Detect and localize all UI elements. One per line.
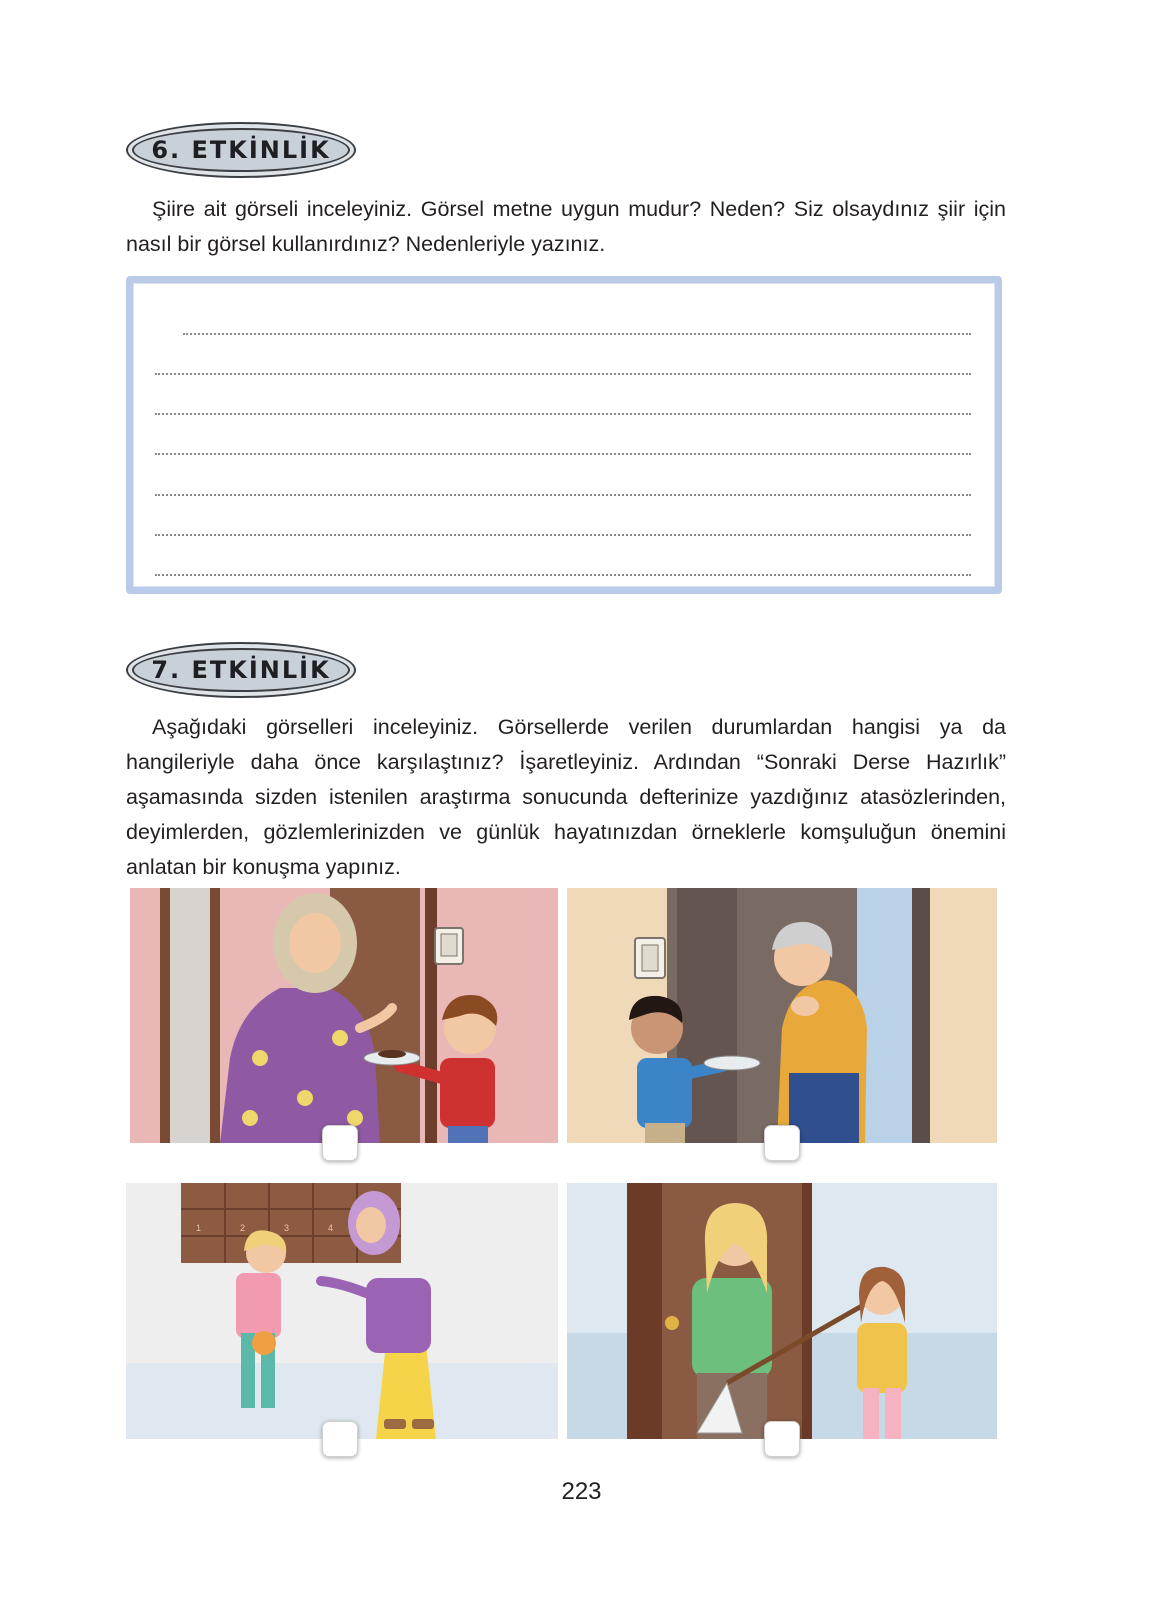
page-number: 223 [561,1478,602,1505]
activity-7-badge [126,642,356,698]
answer-line[interactable] [155,534,971,536]
mailbox-number: 2 [240,1223,246,1233]
illustration-girl-and-woman-by-mailboxes [126,1183,558,1439]
checkbox-illustration-1[interactable] [322,1125,358,1161]
mailbox-number: 1 [196,1223,202,1233]
activity-6-text: Şiire ait görseli inceleyiniz. Görsel metne uygun mudur? Neden? Siz olsaydınız şiir için nasıl bir görsel kullanırdınız? Nedenleriyle yazınız. [126,197,1006,256]
activity-6-badge [126,122,356,178]
illustration-boy-brings-plate-to-grandmother [130,888,558,1143]
checkbox-illustration-4[interactable] [764,1421,800,1457]
checkbox-illustration-3[interactable] [322,1421,358,1457]
answer-line[interactable] [155,574,971,576]
activity-6-instructions [126,192,1006,262]
answer-line[interactable] [155,494,971,496]
answer-box[interactable] [126,276,1002,594]
illustration-boy-gives-plate-to-elderly-woman [567,888,997,1143]
illustration-girl-returns-broom-to-neighbor [567,1183,997,1439]
checkbox-illustration-2[interactable] [764,1125,800,1161]
activity-7-instructions [126,710,1006,885]
answer-line[interactable] [155,373,971,375]
answer-line[interactable] [183,333,971,335]
mailbox-number: 3 [284,1223,290,1233]
answer-line[interactable] [155,453,971,455]
activity-7-title: 7. ETKİNLİK [151,656,331,684]
answer-line[interactable] [155,413,971,415]
mailbox-number: 4 [328,1223,334,1233]
activity-7-text: Aşağıdaki görselleri inceleyiniz. Görsellerde verilen durumlardan hangisi ya da hangileriyle daha önce karşılaştınız? İşaretleyiniz. Ardından “Sonraki Derse Hazırlık” aşamasında sizden istenilen araştırma sonucunda defterinize yazdığınız atasözlerinden, deyimlerden, gözlemlerinizden ve günlük hayatınızdan örneklerle komşuluğun önemini anlatan bir konuşma yapınız. [126,715,1006,879]
activity-6-title: 6. ETKİNLİK [151,136,331,164]
